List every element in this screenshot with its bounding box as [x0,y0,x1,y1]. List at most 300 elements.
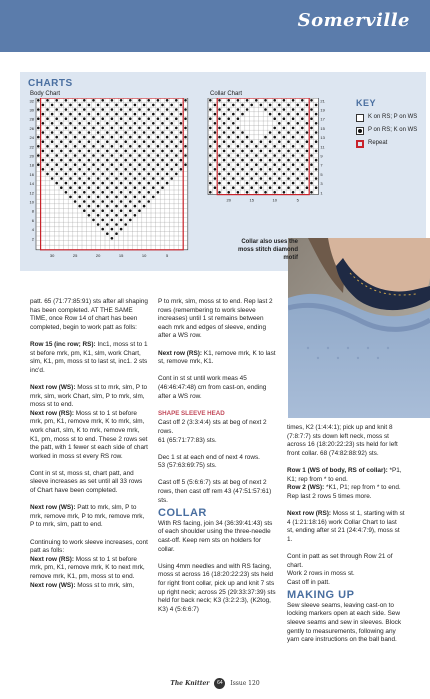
purl-stitch-dot [143,186,146,189]
purl-stitch-dot [283,191,286,194]
purl-stitch-dot [246,163,249,166]
purl-stitch-dot [214,113,217,116]
purl-stitch-dot [120,219,123,222]
purl-stitch-dot [42,113,45,116]
purl-stitch-dot [152,140,155,143]
purl-stitch-dot [237,99,240,102]
purl-stitch-dot [166,136,169,139]
purl-symbol-icon [356,127,364,135]
purl-stitch-dot [69,196,72,199]
purl-stitch-dot [83,182,86,185]
purl-stitch-dot [209,145,212,148]
purl-stitch-dot [111,182,114,185]
purl-stitch-dot [106,159,109,162]
purl-stitch-dot [214,177,217,180]
paragraph: P to mrk, slm, moss st to end. Rep last 2 rows (remembering to work sleeve increases) until 1 st remains between each mrk and edges of sleeve, ending after a WS row. [158,298,273,340]
purl-stitch-dot [55,136,58,139]
purl-stitch-dot [292,173,295,176]
purl-stitch-dot [218,173,221,176]
purl-stitch-dot [124,186,127,189]
purl-stitch-dot [306,168,309,171]
purl-stitch-dot [60,113,63,116]
purl-stitch-dot [310,117,313,120]
purl-stitch-dot [157,182,160,185]
purl-stitch-dot [147,108,150,111]
purl-stitch-dot [161,186,164,189]
purl-stitch-dot [232,113,235,116]
purl-stitch-dot [65,108,68,111]
purl-stitch-dot [111,173,114,176]
purl-stitch-dot [138,163,141,166]
paragraph [287,484,405,501]
purl-stitch-dot [246,173,249,176]
purl-stitch-dot [180,122,183,125]
purl-stitch-dot [301,108,304,111]
purl-stitch-dot [106,186,109,189]
purl-stitch-dot [115,177,118,180]
purl-stitch-dot [232,122,235,125]
purl-stitch-dot [129,200,132,203]
purl-stitch-dot [278,104,281,107]
column-number-label: 20 [95,252,101,258]
purl-stitch-dot [124,223,127,226]
purl-stitch-dot [101,209,104,212]
purl-stitch-dot [287,168,290,171]
purl-stitch-dot [74,127,77,130]
purl-stitch-dot [287,104,290,107]
purl-stitch-dot [301,99,304,102]
purl-stitch-dot [237,127,240,130]
purl-stitch-dot [111,108,114,111]
key-title: KEY [356,98,377,108]
purl-stitch-dot [269,113,272,116]
purl-stitch-dot [134,113,137,116]
purl-stitch-dot [115,140,118,143]
purl-stitch-dot [209,117,212,120]
purl-stitch-dot [161,140,164,143]
row-number-label: 20 [29,153,34,159]
purl-stitch-dot [115,113,118,116]
purl-stitch-dot [278,168,281,171]
row-label: Row 2 (WS): [287,484,325,492]
purl-stitch-dot [101,228,104,231]
column-number-label: 30 [49,252,55,258]
purl-stitch-dot [255,154,258,157]
purl-stitch-dot [209,173,212,176]
purl-stitch-dot [97,177,100,180]
purl-stitch-dot [296,104,299,107]
purl-stitch-dot [74,191,77,194]
column-number-label: 15 [249,197,254,203]
paragraph: Dec 1 st at each end of next 4 rows. [158,453,260,461]
purl-stitch-dot [214,104,217,107]
purl-stitch-dot [97,150,100,153]
purl-stitch-dot [106,140,109,143]
purl-stitch-dot [129,145,132,148]
purl-stitch-dot [134,122,137,125]
purl-stitch-dot [184,145,187,148]
purl-stitch-dot [115,186,118,189]
purl-stitch-dot [180,104,183,107]
purl-stitch-dot [180,131,183,134]
purl-stitch-dot [166,154,169,157]
paragraph: Work 2 rows in moss st. [287,570,355,578]
purl-stitch-dot [92,209,95,212]
purl-stitch-dot [264,191,267,194]
purl-stitch-dot [301,191,304,194]
magazine-name: The Knitter [170,680,210,687]
purl-stitch-dot [255,173,258,176]
purl-stitch-dot [306,177,309,180]
purl-stitch-dot [129,117,132,120]
purl-stitch-dot [246,99,249,102]
purl-stitch-dot [209,163,212,166]
key-label: K on RS; P on WS [368,114,418,120]
purl-stitch-dot [92,136,95,139]
row-number-label: 22 [29,144,34,150]
purl-stitch-dot [241,150,244,153]
key-item-repeat [356,139,426,148]
purl-stitch-dot [65,173,68,176]
purl-stitch-dot [46,163,49,166]
purl-stitch-dot [170,159,173,162]
purl-stitch-dot [246,154,249,157]
purl-stitch-dot [273,191,276,194]
row-number-label: 24 [29,135,34,141]
purl-stitch-dot [106,214,109,217]
row-number-label: 21 [320,98,325,104]
purl-stitch-dot [232,104,235,107]
purl-stitch-dot [92,219,95,222]
purl-stitch-dot [269,159,272,162]
purl-stitch-dot [306,159,309,162]
purl-stitch-dot [97,113,100,116]
row-label: Row 15 (inc row; RS): [30,340,96,348]
purl-stitch-dot [214,186,217,189]
purl-stitch-dot [315,150,318,153]
row-number-label: 1 [320,190,323,196]
purl-stitch-dot [51,159,54,162]
purl-stitch-dot [37,117,40,120]
purl-stitch-dot [69,104,72,107]
purl-stitch-dot [88,159,91,162]
purl-stitch-dot [88,122,91,125]
purl-stitch-dot [111,209,114,212]
purl-stitch-dot [129,154,132,157]
row-label: Next row (RS): [30,555,75,563]
chart-key [356,98,426,152]
purl-stitch-dot [310,145,313,148]
purl-stitch-dot [241,104,244,107]
purl-stitch-dot [88,131,91,134]
purl-stitch-dot [120,154,123,157]
purl-stitch-dot [138,108,141,111]
purl-stitch-dot [55,127,58,130]
purl-stitch-dot [97,214,100,217]
row-number-label: 14 [29,181,34,187]
column-2 [158,298,276,623]
purl-stitch-dot [152,104,155,107]
purl-stitch-dot [138,99,141,102]
purl-stitch-dot [209,154,212,157]
purl-stitch-dot [250,168,253,171]
purl-stitch-dot [184,154,187,157]
purl-stitch-dot [269,168,272,171]
row-text: Moss st to mrk, slm, P to mrk, slm, work Chart, slm, P to mrk, slm, moss st to end. [30,383,148,409]
purl-stitch-dot [260,159,263,162]
purl-stitch-dot [88,104,91,107]
purl-stitch-dot [310,127,313,130]
purl-stitch-dot [250,159,253,162]
purl-stitch-dot [106,131,109,134]
purl-stitch-dot [175,136,178,139]
paragraph: Using 4mm needles and with RS facing, moss st across 16 (18:20:22:23) sts held for right front collar, pick up and knit 7 sts up right neck; across 25 (29:33:37:39) sts held for back neck; K3 (3:2:2:3), (K2tog, K3) 4 (5:6:6:7) [158,562,276,613]
purl-stitch-dot [37,108,40,111]
purl-stitch-dot [51,177,54,180]
purl-stitch-dot [51,150,54,153]
purl-stitch-dot [161,113,164,116]
purl-stitch-dot [124,168,127,171]
purl-stitch-dot [255,145,258,148]
purl-stitch-dot [306,113,309,116]
purl-stitch-dot [51,140,54,143]
column-number-label: 10 [272,197,277,203]
purl-stitch-dot [101,136,104,139]
purl-stitch-dot [232,168,235,171]
column-number-label: 25 [72,252,78,258]
purl-stitch-dot [115,168,118,171]
purl-stitch-dot [83,127,86,130]
purl-stitch-dot [134,150,137,153]
purl-stitch-dot [184,163,187,166]
purl-stitch-dot [214,140,217,143]
purl-stitch-dot [296,131,299,134]
purl-stitch-dot [120,228,123,231]
purl-stitch-dot [120,191,123,194]
purl-stitch-dot [296,140,299,143]
purl-stitch-dot [106,168,109,171]
paragraph: Sew sleeve seams, leaving cast-on to locking markers open at each side. Sew sleeve seams and sew in sleeves. Block gently to measurements, following any yarn care instructions on the ball band. [287,601,402,644]
purl-stitch-dot [111,219,114,222]
purl-stitch-dot [218,191,221,194]
purl-stitch-dot [124,177,127,180]
purl-stitch-dot [42,104,45,107]
purl-stitch-dot [241,131,244,134]
purl-stitch-dot [138,127,141,130]
purl-stitch-dot [292,117,295,120]
row-label: Next row (WS): [30,504,76,512]
issue-number: Issue 120 [230,680,260,687]
key-item-knit [356,113,426,122]
purl-stitch-dot [88,113,91,116]
purl-stitch-dot [101,200,104,203]
purl-stitch-dot [101,173,104,176]
purl-stitch-dot [65,154,68,157]
row-number-label: 2 [31,236,34,242]
purl-stitch-dot [301,173,304,176]
purl-stitch-dot [147,117,150,120]
purl-stitch-dot [218,108,221,111]
purl-stitch-dot [78,104,81,107]
purl-stitch-dot [170,177,173,180]
purl-stitch-dot [65,191,68,194]
purl-stitch-dot [134,140,137,143]
purl-stitch-dot [170,122,173,125]
purl-stitch-dot [283,163,286,166]
purl-stitch-dot [223,122,226,125]
purl-stitch-dot [42,122,45,125]
purl-stitch-dot [92,182,95,185]
purl-stitch-dot [273,154,276,157]
purl-stitch-dot [147,145,150,148]
purl-stitch-dot [37,99,40,102]
row-text: Moss st to 1 st before mrk, pm, K1, remove mrk, K to next mrk, remove mrk, K1, pm, moss st to end. [30,555,145,580]
purl-stitch-dot [134,186,137,189]
purl-stitch-dot [60,122,63,125]
row-number-label: 18 [29,162,34,168]
purl-stitch-dot [278,186,281,189]
purl-stitch-dot [138,145,141,148]
purl-stitch-dot [218,127,221,130]
purl-stitch-dot [106,232,109,235]
purl-stitch-dot [214,150,217,153]
purl-stitch-dot [209,191,212,194]
purl-stitch-dot [97,104,100,107]
body-chart-title: Body Chart [30,91,61,97]
purl-stitch-dot [310,136,313,139]
purl-stitch-dot [301,136,304,139]
row-number-label: 5 [320,171,323,177]
purl-stitch-dot [60,140,63,143]
row-number-label: 9 [320,153,323,159]
purl-stitch-dot [69,186,72,189]
purl-stitch-dot [255,191,258,194]
purl-stitch-dot [310,108,313,111]
purl-stitch-dot [184,108,187,111]
row-text: Moss st 1, starting with st 4 (1:21:18:16) work Collar Chart to last st, ending after st 21 (24:4:7:9), moss st 1. [287,509,405,543]
purl-stitch-dot [292,182,295,185]
column-1 [30,298,148,599]
purl-stitch-dot [97,205,100,208]
purl-stitch-dot [55,108,58,111]
purl-stitch-dot [296,122,299,125]
purl-stitch-dot [278,177,281,180]
purl-stitch-dot [232,131,235,134]
purl-stitch-dot [161,168,164,171]
purl-stitch-dot [264,99,267,102]
purl-stitch-dot [283,182,286,185]
purl-stitch-dot [147,173,150,176]
purl-stitch-dot [306,150,309,153]
purl-stitch-dot [129,191,132,194]
purl-stitch-dot [227,163,230,166]
purl-stitch-dot [83,209,86,212]
purl-stitch-dot [65,127,68,130]
row-text: *K1, P1; rep from * to end. Rep last 2 rows 5 times more. [287,484,401,500]
purl-stitch-dot [37,154,40,157]
purl-stitch-dot [170,140,173,143]
purl-stitch-dot [37,163,40,166]
purl-stitch-dot [287,122,290,125]
paragraph [30,410,148,462]
collar-heading: COLLAR [158,507,207,520]
purl-stitch-dot [232,177,235,180]
purl-stitch-dot [218,154,221,157]
purl-stitch-dot [175,99,178,102]
purl-stitch-dot [143,122,146,125]
purl-stitch-dot [264,173,267,176]
purl-stitch-dot [273,163,276,166]
purl-stitch-dot [260,140,263,143]
row-text: Moss st to mrk, slm, [75,581,135,589]
purl-stitch-dot [97,159,100,162]
purl-stitch-dot [152,122,155,125]
purl-stitch-dot [241,168,244,171]
purl-stitch-dot [88,168,91,171]
purl-stitch-dot [74,163,77,166]
purl-stitch-dot [106,196,109,199]
row-text: K1, remove mrk, K to last st, remove mrk, K1. [158,349,276,366]
purl-stitch-dot [292,108,295,111]
purl-stitch-dot [92,145,95,148]
purl-stitch-dot [223,113,226,116]
purl-stitch-dot [106,122,109,125]
purl-stitch-dot [157,154,160,157]
purl-stitch-dot [134,104,137,107]
purl-stitch-dot [147,154,150,157]
purl-stitch-dot [237,136,240,139]
purl-stitch-dot [166,145,169,148]
purl-stitch-dot [175,154,178,157]
purl-stitch-dot [129,99,132,102]
purl-stitch-dot [227,191,230,194]
purl-stitch-dot [223,140,226,143]
purl-stitch-dot [129,182,132,185]
purl-stitch-dot [143,131,146,134]
purl-stitch-dot [301,182,304,185]
purl-stitch-dot [124,104,127,107]
purl-stitch-dot [143,168,146,171]
purl-stitch-dot [264,136,267,139]
purl-stitch-dot [101,154,104,157]
purl-stitch-dot [250,150,253,153]
purl-stitch-dot [111,237,114,240]
key-label: Repeat [368,140,388,146]
purl-stitch-dot [83,145,86,148]
purl-stitch-dot [101,191,104,194]
purl-stitch-dot [237,145,240,148]
purl-stitch-dot [273,182,276,185]
shape-sleeve-head-heading: SHAPE SLEEVE HEAD [158,409,225,417]
purl-stitch-dot [301,127,304,130]
paragraph: Cast off 5 (5:6:6:7) sts at beg of next 2 rows, then cast off rem 43 (47:51:57:61) sts. [158,479,272,504]
purl-stitch-dot [55,145,58,148]
purl-stitch-dot [97,196,100,199]
purl-stitch-dot [83,117,86,120]
purl-stitch-dot [129,209,132,212]
purl-stitch-dot [241,140,244,143]
purl-stitch-dot [69,131,72,134]
purl-stitch-dot [237,117,240,120]
row-text: Patt to mrk, slm, P to mrk, remove mrk, P to mrk, remove mrk, P to mrk, slm, patt to end. [30,504,145,529]
purl-stitch-dot [287,159,290,162]
purl-stitch-dot [223,131,226,134]
purl-stitch-dot [180,159,183,162]
purl-stitch-dot [157,145,160,148]
purl-stitch-dot [46,145,49,148]
purl-stitch-dot [69,150,72,153]
purl-stitch-dot [152,186,155,189]
